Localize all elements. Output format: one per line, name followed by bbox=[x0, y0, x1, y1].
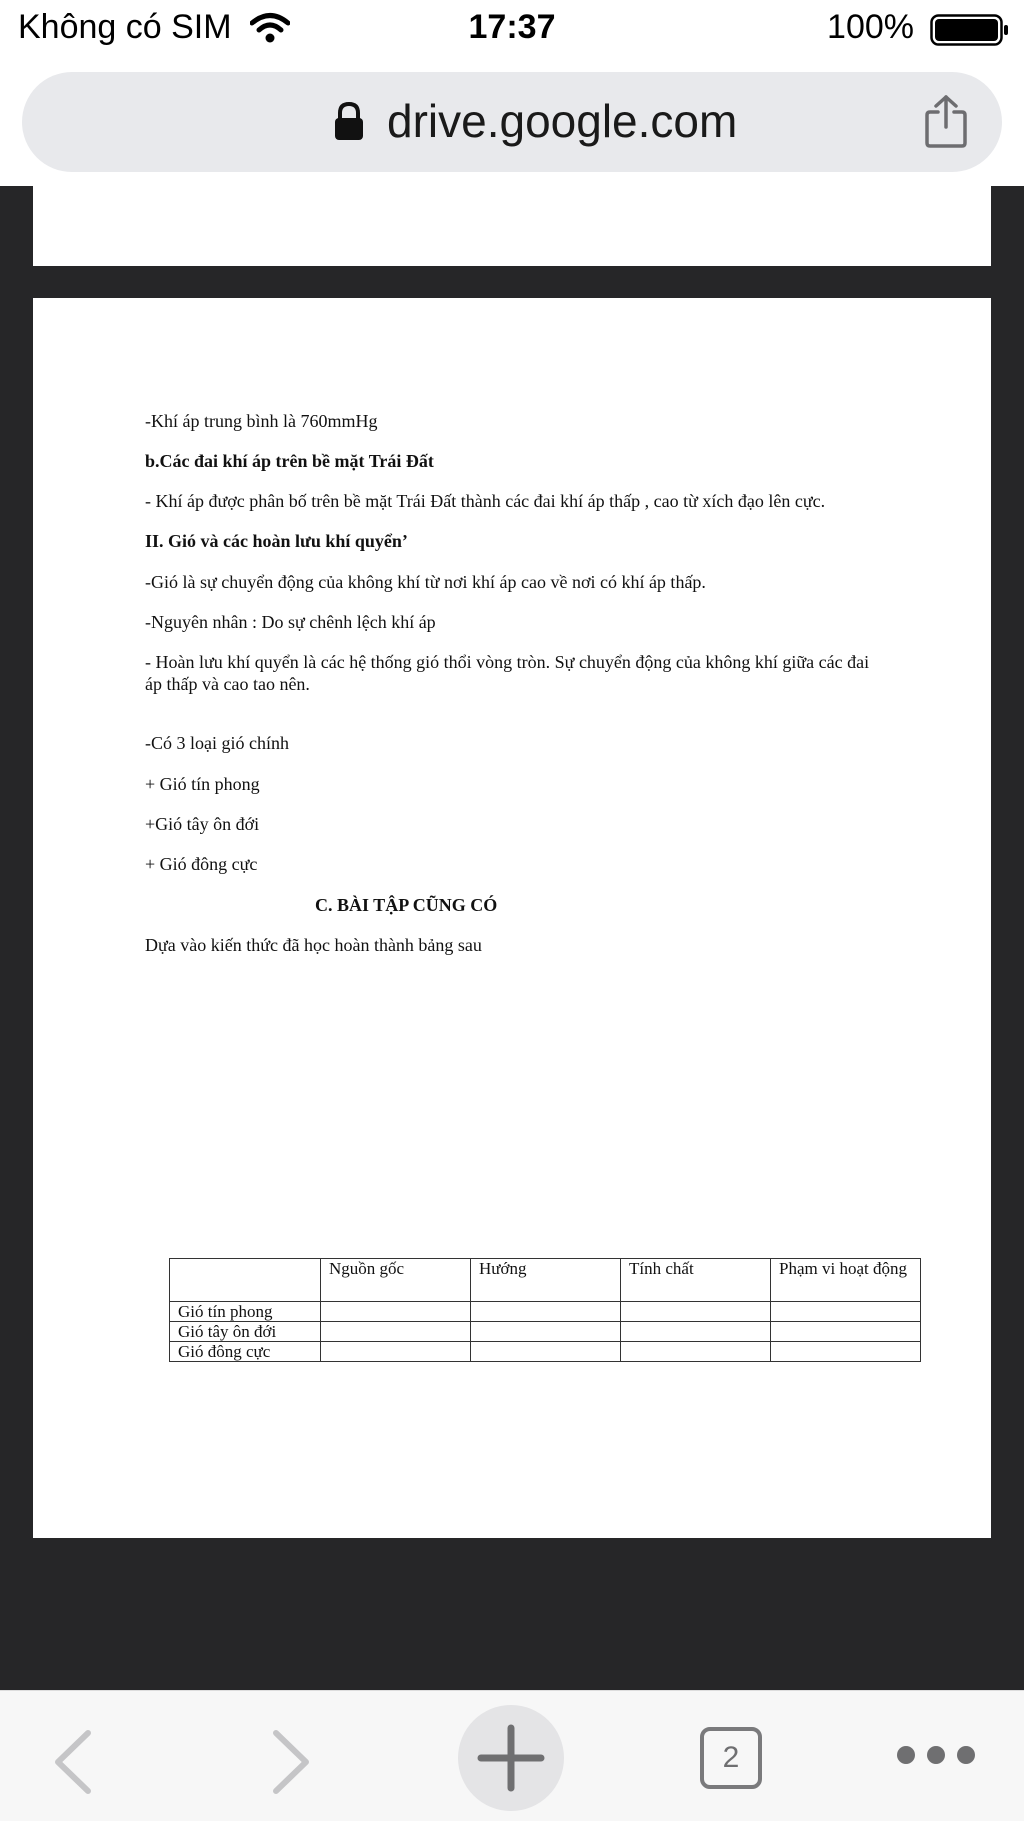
document-page bbox=[33, 298, 991, 1538]
status-bar bbox=[0, 0, 1024, 58]
doc-heading: b.Các đai khí áp trên bề mặt Trái Đất bbox=[145, 451, 434, 471]
forward-arrow-icon[interactable] bbox=[266, 1729, 316, 1800]
previous-page bbox=[33, 186, 991, 266]
table-cell: Gió tây ôn đới bbox=[170, 1322, 321, 1342]
doc-line: -Có 3 loại gió chính bbox=[145, 733, 289, 753]
doc-line: - Khí áp được phân bố trên bề mặt Trái Đất thành các đai khí áp thấp , cao từ xích đạo lên cực. bbox=[145, 491, 826, 511]
table-header-cell: Nguồn gốc bbox=[321, 1259, 471, 1302]
table-cell: Gió đông cực bbox=[170, 1342, 321, 1362]
table-row bbox=[170, 1342, 921, 1362]
table-header-cell bbox=[170, 1259, 321, 1302]
doc-line: +Gió tây ôn đới bbox=[145, 814, 260, 834]
table-row bbox=[170, 1322, 921, 1342]
table-header-cell: Hướng bbox=[471, 1259, 621, 1302]
plus-icon bbox=[458, 1705, 564, 1811]
url-text: drive.google.com bbox=[387, 95, 738, 147]
table-cell bbox=[471, 1302, 621, 1322]
back-arrow-icon[interactable] bbox=[48, 1729, 98, 1800]
clock: 17:37 bbox=[468, 8, 556, 46]
table-cell bbox=[771, 1342, 921, 1362]
table-cell bbox=[621, 1322, 771, 1342]
table-cell: Gió tín phong bbox=[170, 1302, 321, 1322]
table-cell bbox=[321, 1322, 471, 1342]
doc-line: + Gió tín phong bbox=[145, 774, 260, 794]
table-cell bbox=[321, 1302, 471, 1322]
share-icon[interactable] bbox=[924, 94, 968, 153]
new-tab-button[interactable] bbox=[458, 1705, 564, 1811]
table-header-row bbox=[170, 1259, 921, 1302]
doc-line: -Gió là sự chuyển động của không khí từ nơi khí áp cao về nơi có khí áp thấp. bbox=[145, 572, 706, 592]
more-menu-icon[interactable] bbox=[896, 1743, 976, 1772]
doc-line: Dựa vào kiến thức đã học hoàn thành bảng sau bbox=[145, 935, 482, 955]
address-bar[interactable] bbox=[22, 72, 1002, 172]
table-header-cell: Tính chất bbox=[621, 1259, 771, 1302]
doc-heading: II. Gió và các hoàn lưu khí quyển’ bbox=[145, 531, 408, 551]
table-cell bbox=[471, 1322, 621, 1342]
table-cell bbox=[471, 1342, 621, 1362]
table-cell bbox=[771, 1302, 921, 1322]
table-row bbox=[170, 1302, 921, 1322]
table-cell bbox=[621, 1302, 771, 1322]
tab-switcher-button[interactable]: 2 bbox=[700, 1727, 762, 1789]
lock-icon bbox=[332, 102, 366, 147]
battery-icon bbox=[930, 14, 1010, 46]
document-viewer[interactable] bbox=[0, 186, 1024, 1690]
battery-percent: 100% bbox=[827, 8, 914, 46]
doc-section-title: C. BÀI TẬP CŨNG CÓ bbox=[315, 895, 498, 915]
address-bar-area bbox=[0, 58, 1024, 188]
table-cell bbox=[621, 1342, 771, 1362]
table-header-cell: Phạm vi hoạt động bbox=[771, 1259, 921, 1302]
exercise-table bbox=[169, 1258, 921, 1362]
table-cell bbox=[771, 1322, 921, 1342]
doc-line: + Gió đông cực bbox=[145, 854, 258, 874]
doc-line: -Khí áp trung bình là 760mmHg bbox=[145, 411, 378, 431]
table-cell bbox=[321, 1342, 471, 1362]
browser-toolbar bbox=[0, 1690, 1024, 1821]
carrier-label: Không có SIM bbox=[18, 8, 232, 46]
doc-line: -Nguyên nhân : Do sự chênh lệch khí áp bbox=[145, 612, 436, 632]
doc-paragraph: - Hoàn lưu khí quyển là các hệ thống gió thổi vòng tròn. Sự chuyển động của không khí giữa các đai áp thấp và cao tao nên. bbox=[145, 652, 870, 694]
